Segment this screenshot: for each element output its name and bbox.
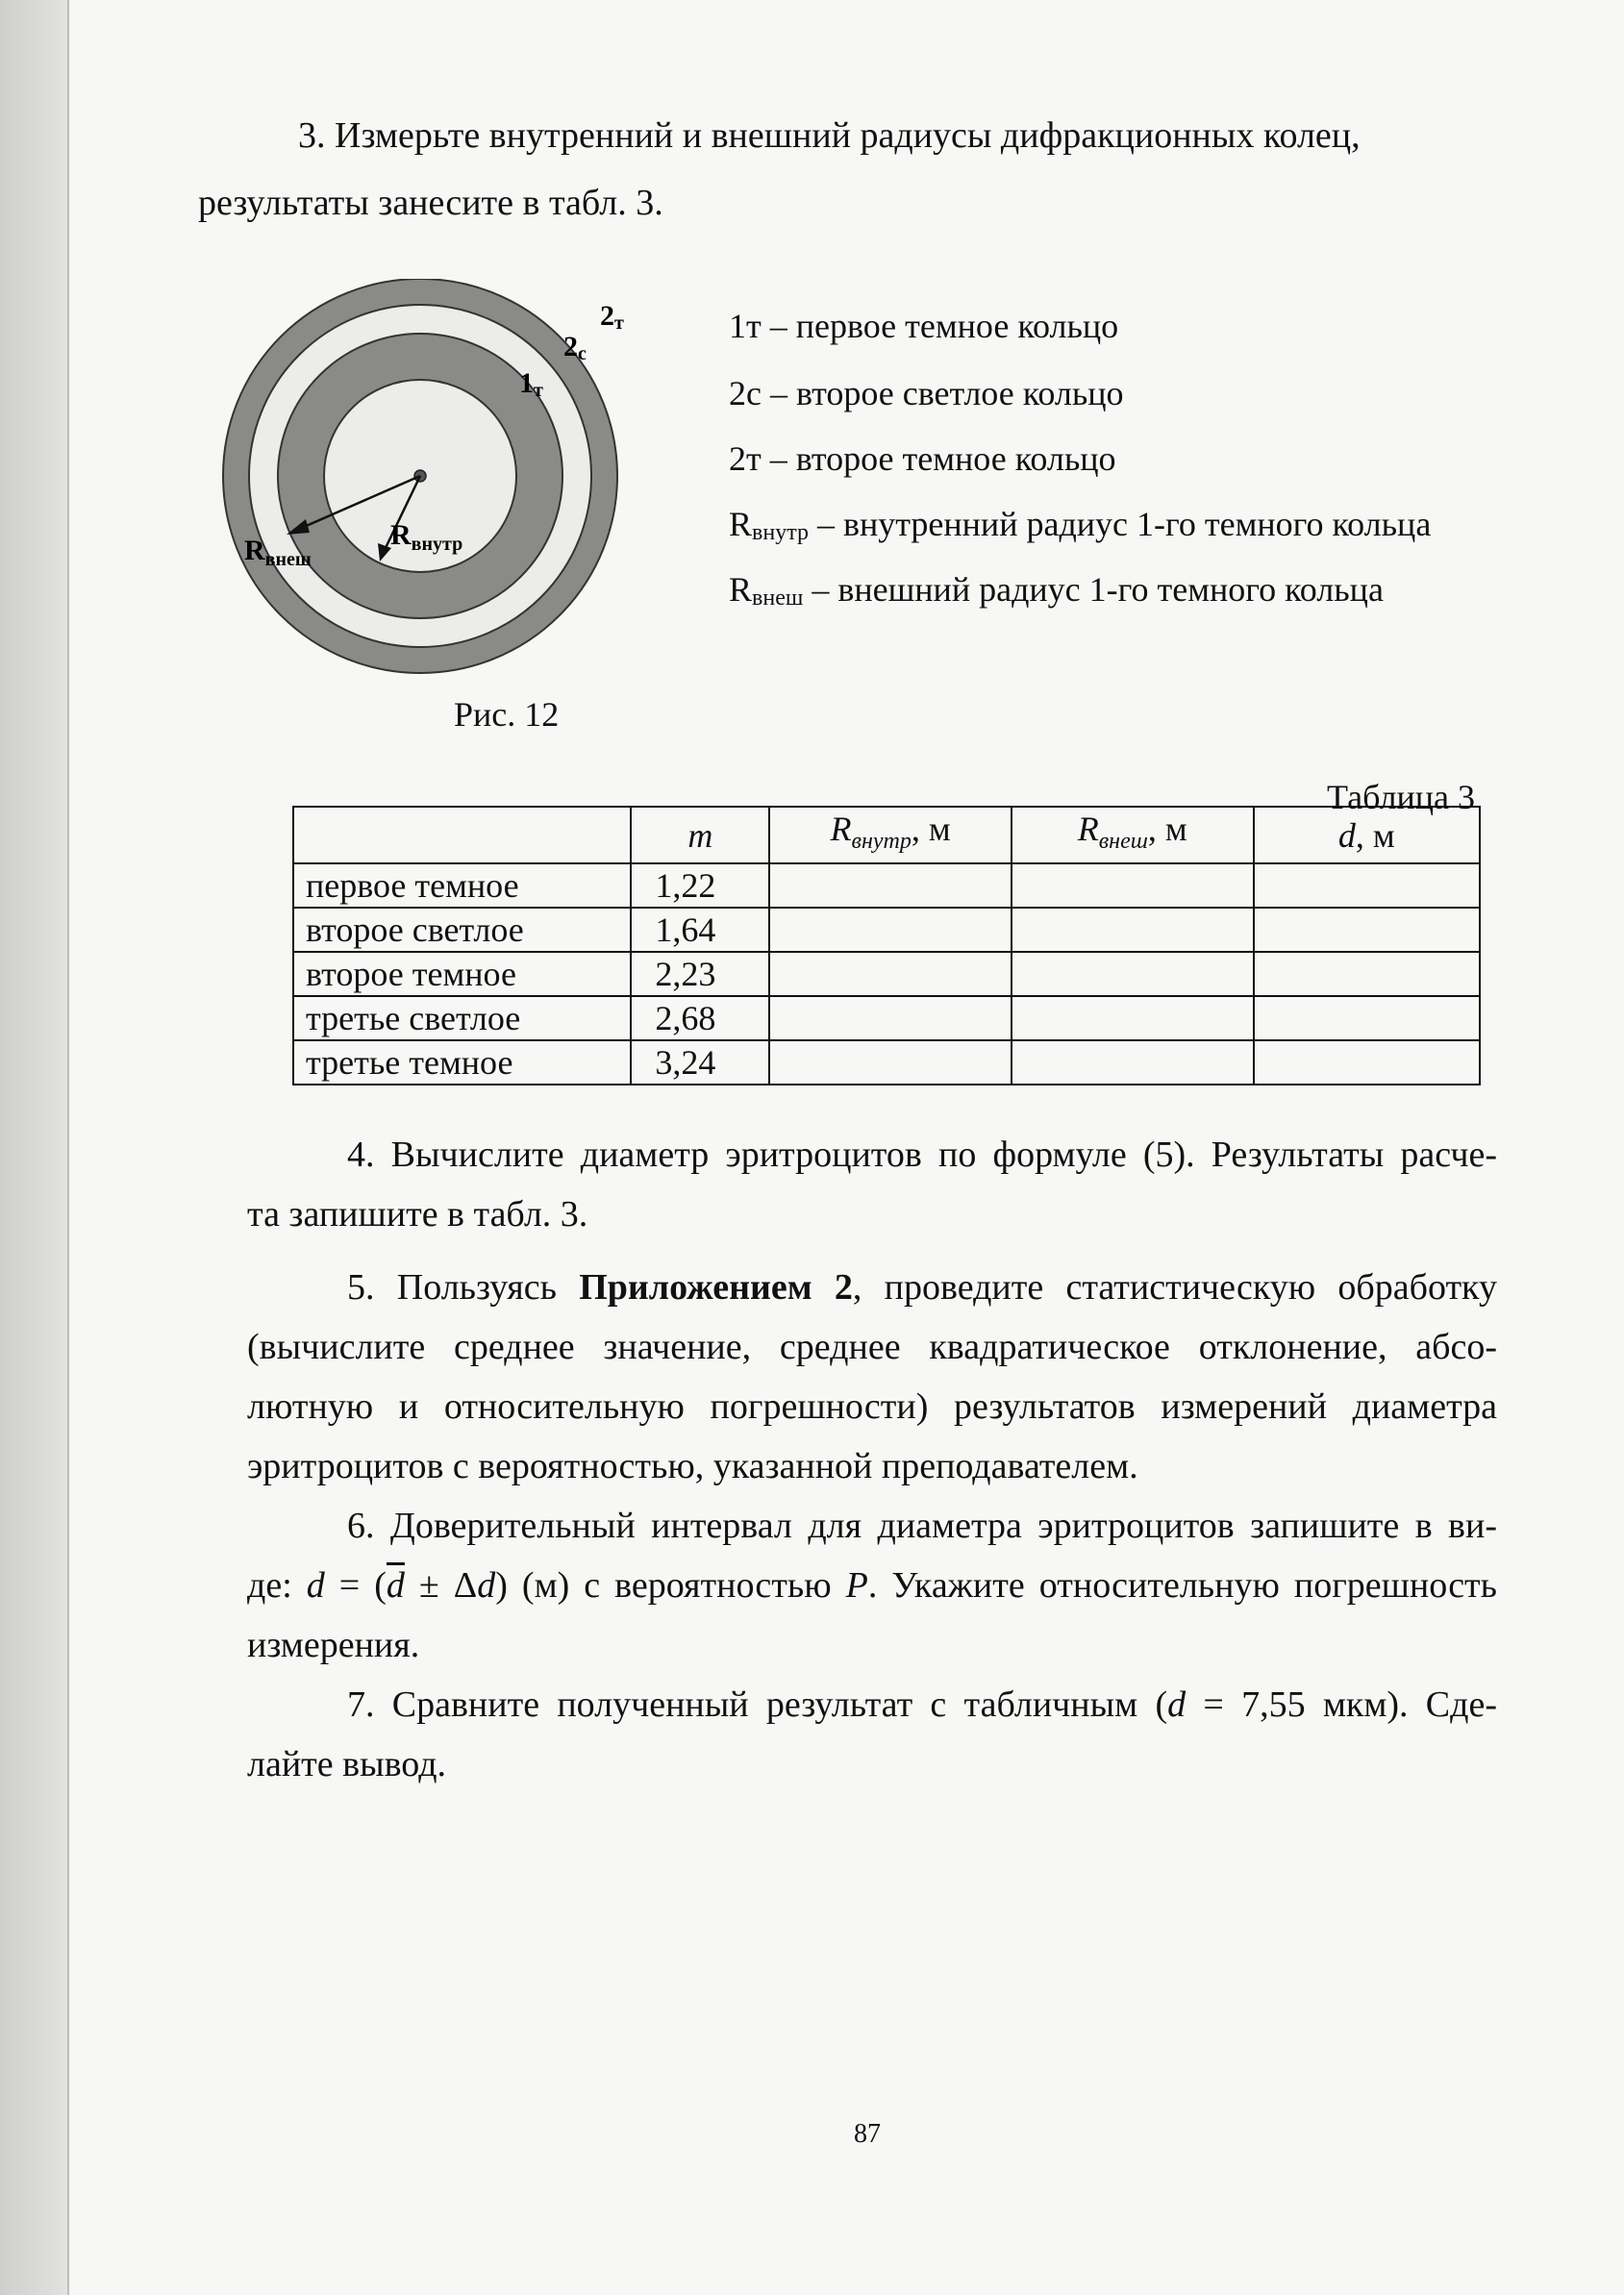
row-name: второе темное [293,952,631,996]
ring-label-2c: 2с [563,331,587,364]
step5-line3: лютную и относительную погрешности) результатов измерений диаметра [247,1386,1497,1427]
step4-paragraph [247,1125,1497,1244]
row-r-inner [769,996,1012,1040]
figure-caption: Рис. 12 [454,695,560,734]
header-d: d, м [1254,807,1481,863]
ring-label-2t: 2т [600,300,624,334]
step7-line1: 7. Сравните полученный результат с табличным (d = 7,55 мкм). Сде- [347,1684,1498,1725]
row-r-inner [769,908,1012,952]
row-r-outer [1012,908,1254,952]
diffraction-rings-figure [204,279,704,683]
legend-item-r-inner: $R_{внутр}$ – внутренний радиус 1-го темного кольца [729,505,1432,545]
appendix-ref: Приложением 2 [579,1267,853,1308]
row-d [1254,1040,1481,1085]
step6-line1: 6. Доверительный интервал для диаметра эритроцитов запишите в ви- [347,1506,1497,1546]
header-name [293,807,631,863]
mean-d: $\overline{d}$ [386,1565,405,1606]
step5-line2: (вычислите среднее значение, среднее квадратическое отклонение, абсо- [247,1327,1497,1367]
table-row [293,908,1480,952]
row-r-outer [1012,1040,1254,1085]
header-r-outer: $R_{внеш}$, м [1012,807,1254,863]
row-r-outer [1012,952,1254,996]
rings-group [223,279,617,673]
header-r-inner: $R_{внутр}$, м [769,807,1012,863]
header-m: m [631,807,769,863]
document-page [67,0,1624,2295]
step5-line1: 5. Пользуясь Приложением 2, проведите статистическую обработку [347,1267,1497,1308]
step7-paragraph [247,1675,1497,1794]
step4-line1: 4. Вычислите диаметр эритроцитов по формуле (5). Результаты расче- [347,1135,1497,1175]
data-table [292,806,1481,1085]
row-r-inner [769,863,1012,908]
table-row [293,1040,1480,1085]
row-d [1254,908,1481,952]
table-caption: Таблица 3 [1327,778,1475,816]
ring-label-1t: 1т [519,367,543,401]
legend-item-r-outer: $R_{внеш}$ – внешний радиус 1-го темного кольца [729,570,1384,611]
row-r-inner [769,952,1012,996]
table-row [293,863,1480,908]
row-name: первое темное [293,863,631,908]
legend-item-2c: 2с – второе светлое кольцо [729,374,1124,412]
table-row [293,996,1480,1040]
step7-line2: лайте вывод. [247,1744,447,1784]
step4-line2: та запишите в табл. 3. [247,1194,588,1235]
row-m: 2,68 [631,996,769,1040]
r-outer-label: $R_{внеш}$ [244,535,312,570]
page-gutter [0,0,67,2295]
step3-line1: 3. Измерьте внутренний и внешний радиусы дифракционных колец, [298,115,1361,156]
row-d [1254,996,1481,1040]
row-m: 1,64 [631,908,769,952]
step3-line2: результаты занесите в табл. 3. [198,183,663,223]
row-name: третье светлое [293,996,631,1040]
row-name: третье темное [293,1040,631,1085]
r-inner-label: $R_{внутр}$ [390,519,463,555]
row-d [1254,952,1481,996]
row-r-outer [1012,863,1254,908]
step5-paragraph [247,1258,1497,1496]
page-number: 87 [854,2119,881,2149]
table-row [293,952,1480,996]
step6-line2: де: $d = (\overline{d} \pm \Delta d)$ (м) с вероятностью P. Укажите относительную погрешность [247,1565,1497,1606]
legend-item-1t: 1т – первое темное кольцо [729,307,1119,345]
step5-line4: эритроцитов с вероятностью, указанной преподавателем. [247,1446,1138,1486]
step6-paragraph [247,1496,1497,1675]
row-name: второе светлое [293,908,631,952]
row-m: 1,22 [631,863,769,908]
step6-line3: измерения. [247,1625,420,1665]
row-m: 2,23 [631,952,769,996]
row-m: 3,24 [631,1040,769,1085]
row-r-inner [769,1040,1012,1085]
table-header-row [293,807,1480,863]
row-r-outer [1012,996,1254,1040]
legend-item-2t: 2т – второе темное кольцо [729,439,1116,478]
row-d [1254,863,1481,908]
